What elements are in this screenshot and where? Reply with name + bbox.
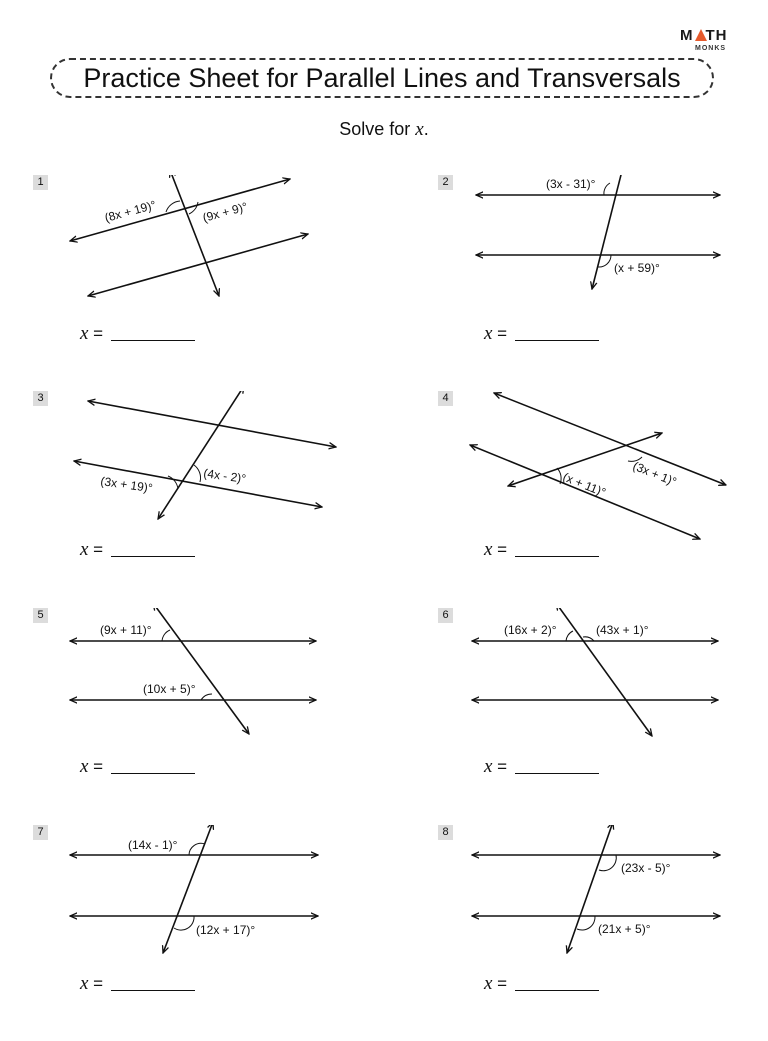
- problem-1: [0, 175, 384, 391]
- answer-equals: =: [497, 540, 508, 559]
- answer-variable: x: [80, 539, 89, 560]
- answer-line: [80, 323, 195, 345]
- transversal: [153, 608, 249, 734]
- answer-blank[interactable]: [111, 990, 195, 991]
- answer-blank[interactable]: [515, 340, 599, 341]
- worksheet-title-box: [50, 58, 714, 98]
- answer-equals: =: [93, 757, 104, 776]
- parallel-line-1: [88, 401, 336, 447]
- instruction: [0, 119, 768, 141]
- angle-label: (43x + 1)°: [596, 623, 649, 637]
- transversal: [158, 391, 244, 519]
- angle-label: (3x + 19)°: [99, 474, 154, 496]
- angle-arc: [201, 694, 212, 700]
- problem-number: 2: [438, 175, 453, 190]
- answer-blank[interactable]: [111, 773, 195, 774]
- problem-3: [0, 391, 384, 607]
- logo-subtitle: MONKS: [695, 45, 727, 52]
- problem-5-figure: [0, 608, 384, 824]
- angle-label: (10x + 5)°: [143, 682, 196, 696]
- answer-variable: x: [484, 323, 493, 344]
- problem-1-figure: [0, 175, 384, 391]
- problem-8-figure: [384, 825, 768, 1041]
- answer-equals: =: [497, 324, 508, 343]
- answer-line: [80, 973, 195, 995]
- transversal: [170, 175, 219, 296]
- answer-equals: =: [93, 324, 104, 343]
- angle-label: (x + 59)°: [614, 261, 660, 275]
- answer-line: [80, 756, 195, 778]
- angle-arc: [189, 202, 198, 214]
- problem-number: 7: [33, 825, 48, 840]
- instruction-variable: x: [415, 119, 424, 140]
- angle-arc: [599, 855, 616, 871]
- angle-arc: [162, 630, 170, 641]
- problem-7-figure: [0, 825, 384, 1041]
- worksheet-title: Practice Sheet for Parallel Lines and Transversals: [83, 62, 681, 93]
- answer-line: [80, 539, 195, 561]
- problem-number: 8: [438, 825, 453, 840]
- angle-label: (16x + 2)°: [504, 623, 557, 637]
- answer-variable: x: [80, 973, 89, 994]
- instruction-text: Solve for: [339, 119, 416, 139]
- problem-7: [0, 825, 384, 1041]
- mathmonks-logo: [680, 28, 740, 56]
- answer-line: [484, 756, 599, 778]
- answer-equals: =: [497, 757, 508, 776]
- angle-label: (21x + 5)°: [598, 922, 651, 936]
- problem-number: 5: [33, 608, 48, 623]
- angle-label: (3x + 1)°: [630, 458, 679, 489]
- problem-number: 1: [33, 175, 48, 190]
- problem-6: [384, 608, 768, 824]
- answer-variable: x: [80, 323, 89, 344]
- answer-equals: =: [93, 974, 104, 993]
- problem-8: [384, 825, 768, 1041]
- parallel-line-1: [70, 179, 290, 241]
- problem-number: 4: [438, 391, 453, 406]
- angle-label: (14x - 1)°: [128, 838, 178, 852]
- answer-blank[interactable]: [111, 340, 195, 341]
- angle-label: (23x - 5)°: [621, 861, 671, 875]
- answer-variable: x: [484, 539, 493, 560]
- answer-blank[interactable]: [515, 556, 599, 557]
- answer-variable: x: [484, 756, 493, 777]
- angle-label: (8x + 19)°: [103, 197, 158, 225]
- problem-5: [0, 608, 384, 824]
- answer-line: [484, 539, 599, 561]
- angle-label: (4x - 2)°: [202, 466, 247, 486]
- answer-variable: x: [80, 756, 89, 777]
- answer-blank[interactable]: [515, 990, 599, 991]
- angle-label: (12x + 17)°: [196, 923, 256, 937]
- angle-label: (9x + 9)°: [201, 199, 250, 225]
- parallel-line-1: [494, 393, 726, 485]
- logo-letter-m: M: [680, 27, 694, 44]
- answer-variable: x: [484, 973, 493, 994]
- answer-equals: =: [497, 974, 508, 993]
- answer-blank[interactable]: [515, 773, 599, 774]
- answer-blank[interactable]: [111, 556, 195, 557]
- answer-line: [484, 323, 599, 345]
- problem-2-figure: [384, 175, 768, 391]
- angle-label: (x + 11)°: [560, 469, 608, 500]
- problem-3-figure: [0, 391, 384, 607]
- answer-equals: =: [93, 540, 104, 559]
- problem-6-figure: [384, 608, 768, 824]
- logo-triangle-icon: [695, 29, 707, 41]
- answer-line: [484, 973, 599, 995]
- problem-number: 6: [438, 608, 453, 623]
- problem-4-figure: [384, 391, 768, 607]
- angle-arc: [194, 465, 201, 482]
- logo-letters-th: TH: [705, 27, 728, 44]
- angle-label: (3x - 31)°: [546, 177, 596, 191]
- problem-2: [384, 175, 768, 391]
- angle-label: (9x + 11)°: [100, 623, 152, 637]
- angle-arc: [566, 631, 573, 641]
- problem-4: [384, 391, 768, 607]
- instruction-end: .: [423, 119, 429, 139]
- angle-arc: [604, 183, 610, 195]
- problem-number: 3: [33, 391, 48, 406]
